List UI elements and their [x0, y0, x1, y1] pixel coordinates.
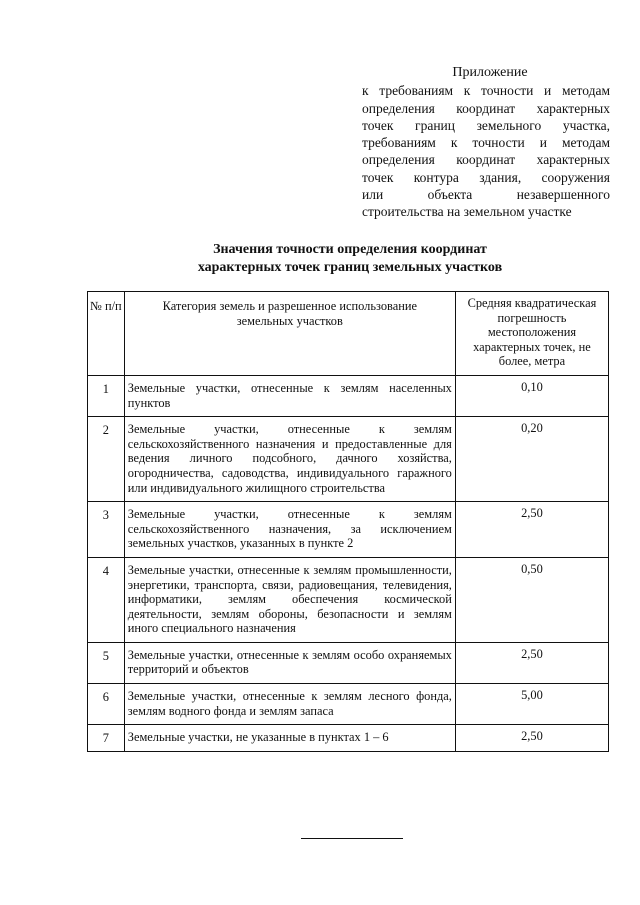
row-error: 0,20 [455, 417, 608, 502]
row-category: Земельные участки, отнесенные к землям промышленности, энергетики, транспорта, связи, радиовещания, телевидения, информатики, землям обеспечения космической деятельности, землям обороны, безопасности и землям иного специального назначения [124, 557, 455, 642]
row-category: Земельные участки, отнесенные к землям населенных пунктов [124, 375, 455, 416]
table-row [88, 417, 609, 502]
appendix-line: определения координат характерных [362, 152, 610, 168]
row-error: 2,50 [455, 725, 608, 752]
row-num: 1 [88, 375, 125, 416]
appendix-line: точек контура здания, сооружения [362, 169, 610, 185]
row-num: 5 [88, 642, 125, 683]
row-category: Земельные участки, отнесенные к землям лесного фонда, землям водного фонда и землям запаса [124, 684, 455, 725]
appendix-line: к требованиям к точности и методам [362, 83, 610, 99]
row-category: Земельные участки, отнесенные к землям сельскохозяйственного назначения, за исключением земельных участков, указанных в пункте 2 [124, 502, 455, 558]
appendix-line: определения координат характерных [362, 100, 610, 116]
footer-separator [301, 838, 403, 839]
header-error: Средняя квадратическая погрешность местоположения характерных точек, не более, метра [455, 292, 608, 376]
table-row [88, 557, 609, 642]
title-line-2: характерных точек границ земельных участков [197, 260, 503, 275]
table-row [88, 642, 609, 683]
appendix-block [362, 64, 610, 221]
appendix-line: требованиям к точности и методам [362, 135, 610, 151]
title-line-1: Значения точности определения координат [213, 242, 487, 257]
row-num: 4 [88, 557, 125, 642]
header-num: № п/п [88, 292, 125, 376]
row-category: Земельные участки, не указанные в пунктах 1 – 6 [124, 725, 455, 752]
table-row [88, 725, 609, 752]
row-error: 5,00 [455, 684, 608, 725]
header-category: Категория земель и разрешенное использование земельных участков [124, 292, 455, 376]
table-header-row [88, 292, 609, 376]
table-row [88, 375, 609, 416]
appendix-heading: Приложение [452, 65, 528, 80]
table-row [88, 684, 609, 725]
appendix-line: точек границ земельного участка, [362, 117, 610, 133]
row-category: Земельные участки, отнесенные к землям особо охраняемых территорий и объектов [124, 642, 455, 683]
appendix-line: строительства на земельном участке [362, 204, 572, 220]
row-error: 0,50 [455, 557, 608, 642]
appendix-line: или объекта незавершенного [362, 187, 610, 203]
accuracy-table [87, 291, 609, 752]
row-num: 6 [88, 684, 125, 725]
row-num: 2 [88, 417, 125, 502]
row-error: 2,50 [455, 642, 608, 683]
document-title [140, 241, 560, 277]
table-row [88, 502, 609, 558]
row-num: 3 [88, 502, 125, 558]
row-error: 2,50 [455, 502, 608, 558]
row-category: Земельные участки, отнесенные к землям сельскохозяйственного назначения и предоставленные для ведения личного подсобного, дачного хозяйства, огородничества, садоводства, индивидуального гаражного или индивидуального жилищного строительства [124, 417, 455, 502]
row-error: 0,10 [455, 375, 608, 416]
row-num: 7 [88, 725, 125, 752]
